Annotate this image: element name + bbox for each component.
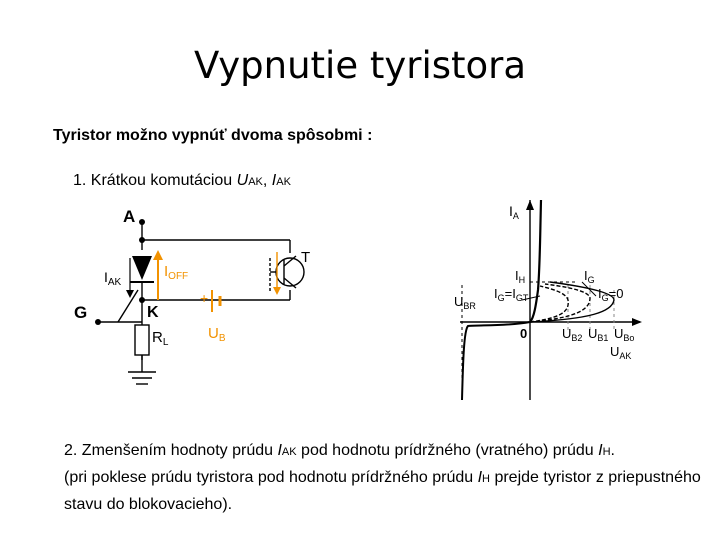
label-ig-igt: $I_G=I_{GT}$: [494, 286, 529, 303]
method-2-part-2: pod hodnotu prídržného (vratného) prúdu: [296, 442, 599, 459]
method-1-prefix: 1. Krátkou komutáciou: [73, 172, 237, 189]
label-ub2: $U_{B2}$: [562, 326, 583, 343]
node-dot-top: [139, 237, 145, 243]
label-ia: $I_A$: [509, 203, 519, 221]
method-2-line-2-a: (pri poklese prúdu tyristora pod hodnotu prídržného prúdu: [64, 469, 478, 486]
i-subscript: AK: [276, 176, 291, 188]
node-dot-gate: [95, 319, 101, 325]
i-symbol: I: [271, 172, 277, 189]
label-ubr: $U_{BR}$: [454, 294, 476, 311]
label-ig: $I_G$: [584, 268, 595, 285]
label-ih: $I_H$: [515, 268, 526, 285]
label-rl: $R_L$: [152, 329, 169, 348]
label-uak: $U_{AK}$: [610, 344, 632, 361]
gate-lead: [118, 290, 138, 322]
on-state-curve: [530, 200, 541, 322]
separator: ,: [262, 172, 272, 189]
label-k: K: [147, 304, 159, 321]
label-ioff: $I_{OFF}$: [164, 263, 189, 282]
y-axis-arrow: [526, 200, 534, 210]
method-1-text: [73, 172, 291, 190]
ih2-symbol: I: [477, 469, 483, 486]
method-2-part-1: 2. Zmenšením hodnoty prúdu: [64, 442, 278, 459]
method-2-part-3: .: [610, 442, 615, 459]
ih-subscript: H: [602, 446, 611, 458]
method-2-line-2-b: prejde tyristor z priepustného stavu do blokovacieho).: [64, 469, 701, 513]
u-subscript: AK: [248, 176, 263, 188]
intro-text: Tyristor možno vypnúť dvoma spôsobmi :: [53, 127, 373, 144]
slide-title: Vypnutie tyristora: [193, 44, 527, 87]
iak-symbol: I: [277, 442, 282, 459]
label-ig-zero: $I_G=0$: [598, 286, 624, 303]
node-dot-mid: [139, 297, 145, 303]
label-t: T: [301, 249, 311, 266]
thyristor-symbol: [132, 256, 152, 280]
iak-subscript: AK: [281, 446, 297, 458]
label-ubo: $U_{Bo}$: [614, 326, 635, 343]
transistor-t: [276, 258, 304, 286]
iak-arrowhead: [126, 290, 134, 298]
label-plus: +: [200, 290, 209, 306]
u-symbol: U: [236, 172, 249, 189]
characteristic-graph: [450, 195, 650, 410]
label-zero: 0: [520, 326, 528, 341]
ih-symbol: I: [598, 442, 603, 459]
x-axis-arrow: [632, 318, 642, 326]
resistor-rl: [135, 325, 149, 355]
t-current-arrowhead: [273, 287, 281, 295]
ioff-arrowhead: [153, 250, 163, 260]
label-ub1: $U_{B1}$: [588, 326, 609, 343]
label-a: A: [123, 207, 136, 226]
label-g: G: [74, 303, 88, 322]
method-2-text: [64, 438, 704, 517]
label-ub: $U_B$: [208, 325, 226, 344]
ih2-subscript: H: [482, 473, 490, 485]
circuit-diagram: [60, 200, 330, 400]
label-iak: $I_{AK}$: [104, 269, 122, 288]
node-dot-anode: [139, 219, 145, 225]
